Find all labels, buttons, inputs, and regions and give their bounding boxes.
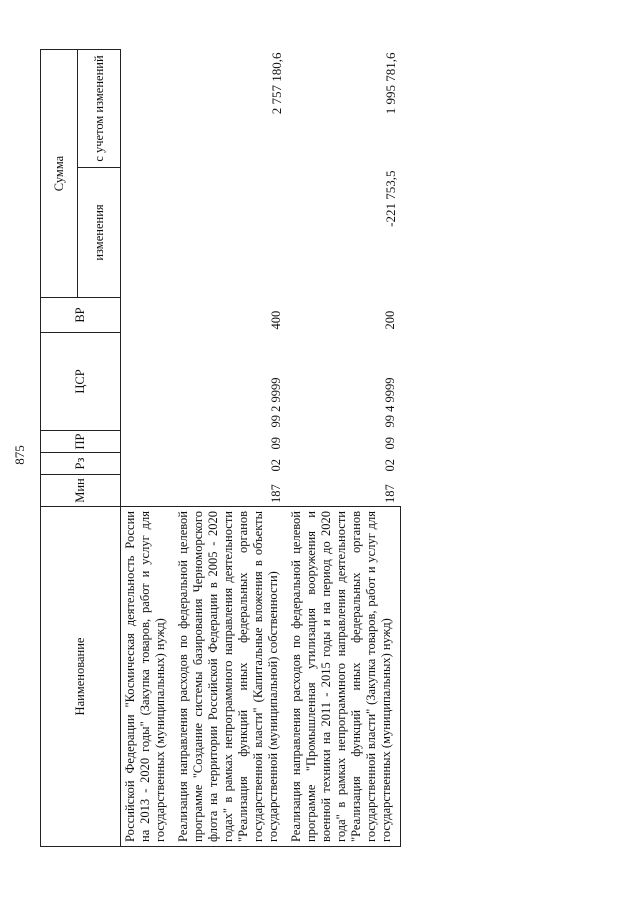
- row-name: Российской Федерации "Космическая деятельность России на 2013 - 2020 годы" (Закупка товаров, работ и услуг для государственных (муниципальных) нужд): [121, 507, 175, 847]
- header-pr: ПР: [41, 431, 121, 453]
- row-csr: 99 2 9999: [269, 377, 283, 428]
- table-row: [121, 50, 175, 847]
- budget-table: [40, 49, 401, 847]
- table-body: [121, 50, 401, 847]
- row-min: [121, 475, 175, 507]
- header-change: изменения: [78, 168, 121, 298]
- row-change: [121, 168, 175, 298]
- row-rz: 02: [382, 459, 397, 472]
- header-rz: Рз: [41, 453, 121, 475]
- header-min: Мин: [41, 475, 121, 507]
- header-name: Наименование: [41, 507, 121, 847]
- row-min: 187: [269, 484, 283, 503]
- row-rz: [121, 453, 175, 475]
- page-number: 875: [12, 445, 27, 465]
- row-pr: [121, 431, 175, 453]
- row-total: [121, 50, 175, 168]
- row-min: 187: [382, 484, 397, 503]
- row-name: Реализация направления расходов по федеральной целевой программе "Промышленная утилизация вооружения и военной техники на 2011 - 2015 годы и на период до 2020 года" в рамках непрограммного направления деятельности "Реализация функций иных федеральных органов государственной власти" (Закупка товаров, работ и услуг для государственных (муниципальных) нужд): [287, 507, 401, 847]
- row-total: 2 757 180,6: [269, 52, 284, 115]
- row-pr: 09: [382, 437, 397, 450]
- row-name: Реализация направления расходов по федеральной целевой программе "Создание системы базирования Черноморского флота на территории Российской Федерации в 2005 - 2020 годах" в рамках непрограммного направления деятельности "Реализация функций иных федеральных органов государственной власти" (Капитальные вложения в объекты государственной (муниципальной) собственности): [174, 507, 287, 847]
- row-csr: [121, 333, 175, 431]
- row-vr: 400: [269, 310, 283, 330]
- table-row: [174, 50, 287, 847]
- header-sum: Сумма: [41, 50, 78, 298]
- row-vr: [121, 298, 175, 333]
- header-vr: ВР: [41, 298, 121, 333]
- table-row: [287, 50, 401, 847]
- row-change: [174, 168, 287, 298]
- row-vr: 200: [382, 310, 397, 330]
- row-change: -221 753,5: [382, 170, 398, 227]
- table-header: [41, 50, 121, 847]
- row-pr: 09: [269, 437, 283, 450]
- row-total: 1 995 781,6: [382, 52, 398, 115]
- row-rz: 02: [269, 459, 283, 472]
- header-csr: ЦСР: [41, 333, 121, 431]
- header-total: с учетом изменений: [78, 50, 121, 168]
- row-csr: 99 4 9999: [382, 377, 397, 428]
